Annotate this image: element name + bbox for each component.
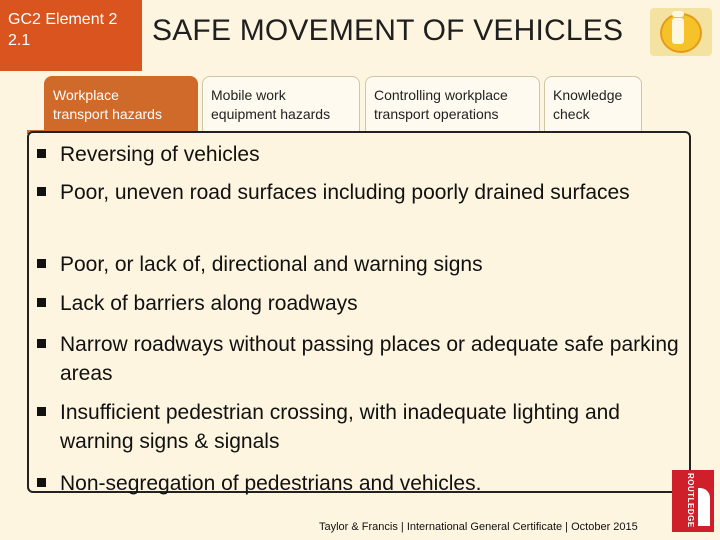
bullet-marker [37,407,46,416]
bullet-marker [37,149,46,158]
bullet-marker [37,187,46,196]
bullet-text: Insufficient pedestrian crossing, with inadequate lighting and warning signs & signals [60,401,620,453]
tab-mobile-work-equipment-hazards[interactable]: Mobile work equipment hazards [202,76,360,131]
tab-knowledge-check[interactable]: Knowledge check [544,76,642,131]
bullet-item [37,289,687,318]
footer-text: Taylor & Francis | International General Certificate | October 2015 [319,521,638,533]
bullet-text: Lack of barriers along roadways [60,292,358,315]
information-logo-icon [650,8,712,56]
bullet-item [37,178,687,207]
bullet-item [37,250,687,279]
element-badge [0,0,142,71]
tab-workplace-transport-hazards[interactable]: Workplace transport hazards [44,76,198,131]
element-badge-text: GC2 Element 2 2.1 [8,11,118,49]
bullet-item [37,398,687,456]
routledge-logo [672,470,714,532]
page-title: SAFE MOVEMENT OF VEHICLES [152,14,624,47]
bullet-marker [37,339,46,348]
bullet-item [37,330,687,388]
routledge-r-icon [698,488,710,526]
bullet-text: Narrow roadways without passing places or adequate safe parking areas [60,333,679,385]
bullet-item [37,469,687,498]
bullet-text: Poor, or lack of, directional and warning signs [60,253,483,276]
bullet-marker [37,298,46,307]
logo-i-stem [672,18,684,44]
bullet-item [37,140,687,169]
bullet-text: Reversing of vehicles [60,143,260,166]
logo-i-dot [672,11,684,17]
bullet-marker [37,478,46,487]
bullet-text: Poor, uneven road surfaces including poorly drained surfaces [60,181,630,204]
tab-controlling-workplace-transport[interactable]: Controlling workplace transport operations [365,76,540,131]
bullet-marker [37,259,46,268]
bullet-text: Non-segregation of pedestrians and vehicles. [60,472,482,495]
routledge-logo-text: ROUTLEDGE [686,473,695,528]
